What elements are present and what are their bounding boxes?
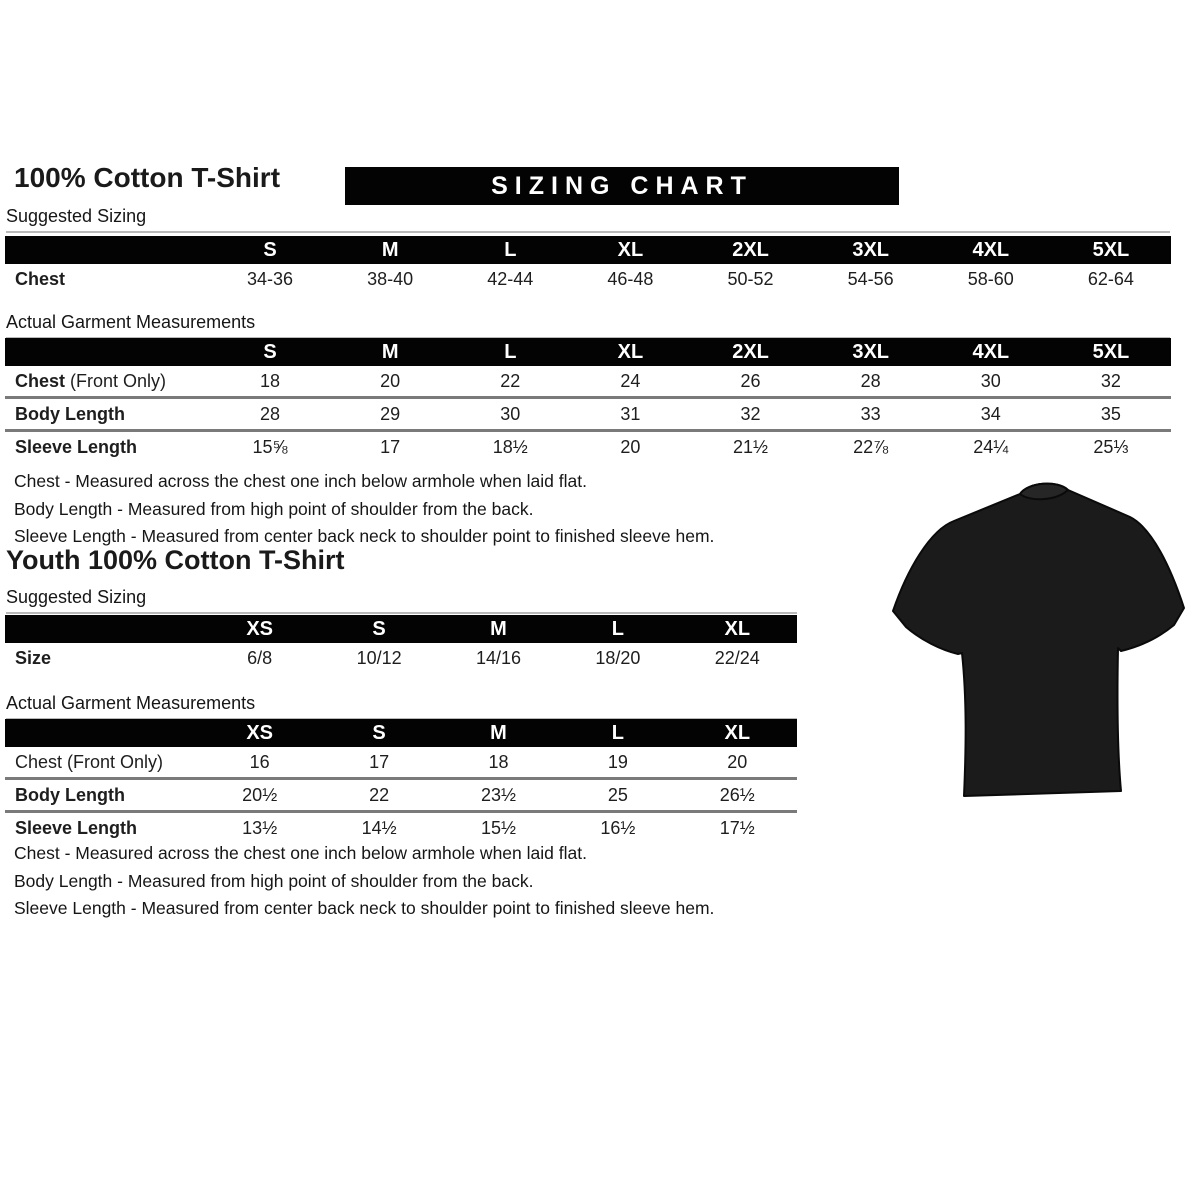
note-line: Sleeve Length - Measured from center back neck to shoulder point to finished sleeve hem. xyxy=(14,898,715,918)
cell: 14/16 xyxy=(475,647,521,668)
cell: 6/8 xyxy=(247,647,273,668)
table-header-row xyxy=(5,338,1171,366)
cell: 42-44 xyxy=(487,268,534,289)
table-row xyxy=(5,398,1171,431)
cell: 30 xyxy=(450,398,570,431)
row-label: Body Length xyxy=(5,398,210,431)
cell: 13½ xyxy=(200,812,319,844)
corner-cell xyxy=(5,338,210,366)
note-line: Chest - Measured across the chest one inch below armhole when laid flat. xyxy=(14,471,587,491)
cell: 16½ xyxy=(558,812,677,844)
cell: 29 xyxy=(330,398,450,431)
table-row xyxy=(5,747,797,779)
note-line: Sleeve Length - Measured from center back neck to shoulder point to finished sleeve hem. xyxy=(14,526,715,546)
cell: 23½ xyxy=(439,779,558,812)
cell: 26½ xyxy=(678,779,797,812)
cell: 50-52 xyxy=(727,268,774,289)
cell: 30 xyxy=(980,370,1001,391)
cell: 16 xyxy=(249,751,270,772)
cell: 46-48 xyxy=(607,268,654,289)
corner-cell xyxy=(5,719,200,747)
cell: 32 xyxy=(1100,370,1121,391)
column-header: M xyxy=(330,236,450,264)
cell: 25 xyxy=(558,779,677,812)
cell: 25⅓ xyxy=(1051,431,1171,463)
youth-section-title: Youth 100% Cotton T-Shirt xyxy=(6,545,345,575)
cell: 34-36 xyxy=(247,268,294,289)
cell: 28 xyxy=(860,370,881,391)
table-header-row xyxy=(5,615,797,643)
corner-cell xyxy=(5,615,200,643)
cell: 22/24 xyxy=(714,647,760,668)
cell: 33 xyxy=(811,398,931,431)
cell: 38-40 xyxy=(367,268,414,289)
cell: 22 xyxy=(500,370,521,391)
column-header: L xyxy=(558,719,677,747)
cell: 24 xyxy=(620,370,641,391)
cell: 17 xyxy=(369,751,390,772)
cell: 14½ xyxy=(319,812,438,844)
column-header: XL xyxy=(570,236,690,264)
cell: 22 xyxy=(319,779,438,812)
cell: 10/12 xyxy=(356,647,402,668)
cell: 15½ xyxy=(439,812,558,844)
row-label: Chest (Front Only) xyxy=(15,751,164,772)
note-line: Body Length - Measured from high point of shoulder from the back. xyxy=(14,498,534,519)
cell: 34 xyxy=(931,398,1051,431)
column-header: XL xyxy=(678,719,797,747)
cell: 62-64 xyxy=(1087,268,1134,289)
column-header: M xyxy=(439,615,558,643)
cell: 24¼ xyxy=(931,431,1051,463)
cell: 18 xyxy=(260,370,281,391)
row-label: Body Length xyxy=(5,779,200,812)
row-label: Sleeve Length xyxy=(5,812,200,844)
column-header: L xyxy=(450,338,570,366)
column-header: 2XL xyxy=(691,236,811,264)
cell: 22⅞ xyxy=(811,431,931,463)
adult-actual-measurements-table xyxy=(5,338,1171,462)
youth-actual-measurements-table xyxy=(5,719,797,843)
cell: 15⅝ xyxy=(210,431,330,463)
corner-cell xyxy=(5,236,210,264)
cell: 21½ xyxy=(691,431,811,463)
cell: 31 xyxy=(570,398,690,431)
cell: 20 xyxy=(380,370,401,391)
note-line: Chest - Measured across the chest one inch below armhole when laid flat. xyxy=(14,843,587,863)
column-header: S xyxy=(319,615,438,643)
row-label: Chest (Front Only) xyxy=(15,370,167,391)
cell: 18/20 xyxy=(595,647,641,668)
column-header: 3XL xyxy=(811,236,931,264)
row-label: Chest xyxy=(15,268,66,289)
column-header: 2XL xyxy=(691,338,811,366)
cell: 54-56 xyxy=(847,268,894,289)
column-header: XL xyxy=(678,615,797,643)
cell: 18½ xyxy=(450,431,570,463)
table-row xyxy=(5,431,1171,463)
column-header: M xyxy=(439,719,558,747)
tshirt-illustration xyxy=(878,470,1198,815)
column-header: 3XL xyxy=(811,338,931,366)
page-title: 100% Cotton T-Shirt xyxy=(14,162,281,193)
column-header: 4XL xyxy=(931,338,1051,366)
column-header: S xyxy=(319,719,438,747)
youth-suggested-sizing-table xyxy=(5,615,797,673)
row-label: Size xyxy=(15,647,52,668)
column-header: 5XL xyxy=(1051,338,1171,366)
adult-measurement-notes xyxy=(14,468,714,551)
cell: 20 xyxy=(727,751,748,772)
table-row xyxy=(5,643,797,673)
cell: 17 xyxy=(330,431,450,463)
column-header: L xyxy=(450,236,570,264)
adult-suggested-sizing-table xyxy=(5,236,1171,294)
column-header: M xyxy=(330,338,450,366)
table-row xyxy=(5,264,1171,294)
youth-suggested-sizing-label: Suggested Sizing xyxy=(6,587,797,614)
youth-actual-measurements-label: Actual Garment Measurements xyxy=(6,693,797,720)
cell: 18 xyxy=(488,751,509,772)
column-header: S xyxy=(210,338,330,366)
table-header-row xyxy=(5,236,1171,264)
cell: 17½ xyxy=(678,812,797,844)
cell: 32 xyxy=(691,398,811,431)
column-header: XS xyxy=(200,615,319,643)
sizing-chart-banner xyxy=(345,167,899,205)
note-line: Body Length - Measured from high point of shoulder from the back. xyxy=(14,870,534,891)
sizing-chart-banner-text: SIZING CHART xyxy=(491,171,753,200)
cell: 28 xyxy=(210,398,330,431)
column-header: L xyxy=(558,615,677,643)
column-header: XS xyxy=(200,719,319,747)
youth-measurement-notes xyxy=(14,840,714,923)
black-tshirt-image xyxy=(878,470,1198,815)
table-header-row xyxy=(5,719,797,747)
cell: 58-60 xyxy=(967,268,1014,289)
table-row xyxy=(5,812,797,844)
table-row xyxy=(5,779,797,812)
column-header: 4XL xyxy=(931,236,1051,264)
cell: 20 xyxy=(570,431,690,463)
row-label: Sleeve Length xyxy=(5,431,210,463)
column-header: 5XL xyxy=(1051,236,1171,264)
adult-actual-measurements-label: Actual Garment Measurements xyxy=(6,312,1170,339)
cell: 26 xyxy=(740,370,761,391)
cell: 35 xyxy=(1051,398,1171,431)
table-row xyxy=(5,366,1171,398)
column-header: XL xyxy=(570,338,690,366)
adult-suggested-sizing-label: Suggested Sizing xyxy=(6,206,1170,233)
cell: 19 xyxy=(607,751,628,772)
cell: 20½ xyxy=(200,779,319,812)
column-header: S xyxy=(210,236,330,264)
